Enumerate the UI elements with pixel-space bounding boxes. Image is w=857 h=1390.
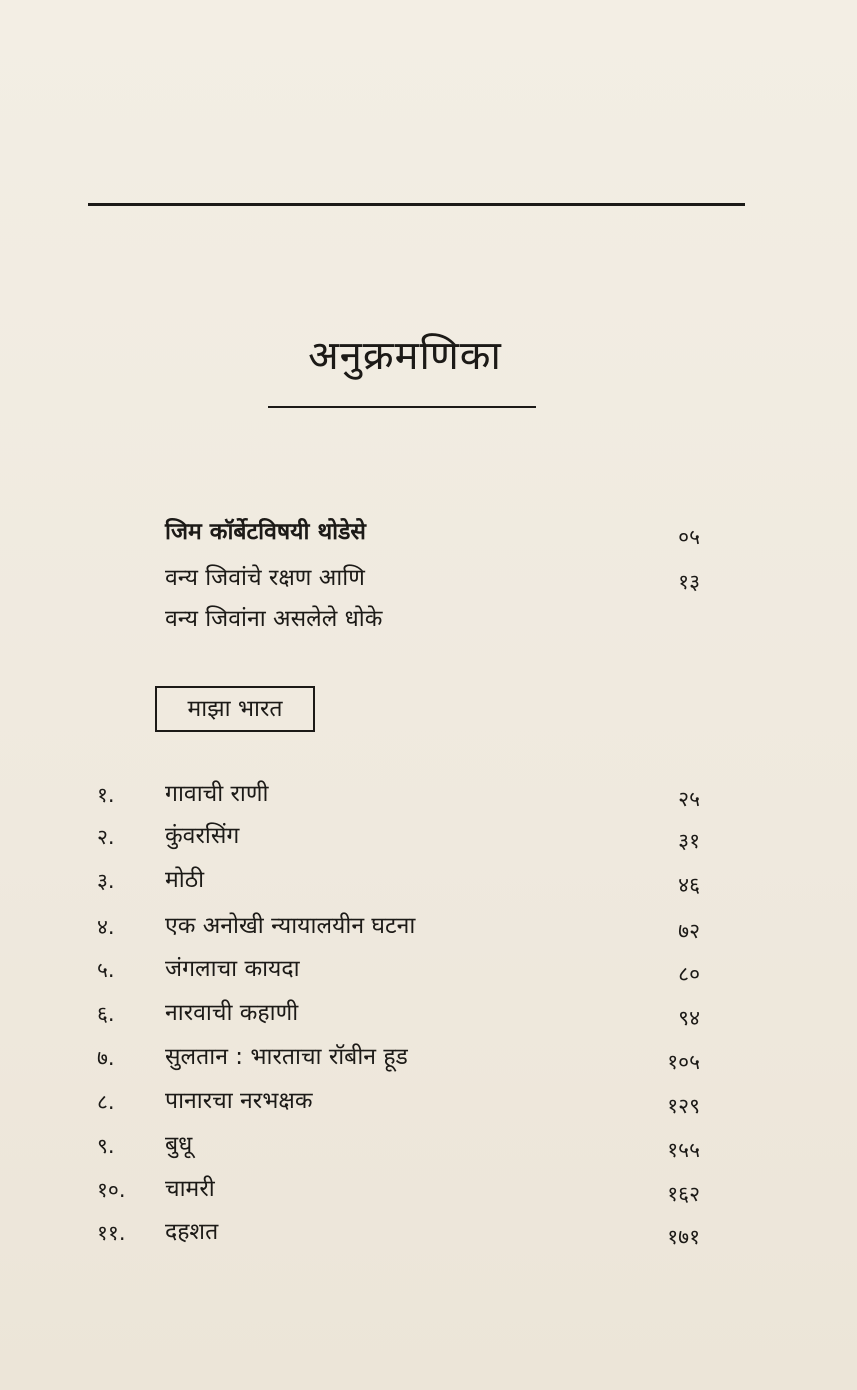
chapter-title: पानारचा नरभक्षक bbox=[165, 1088, 313, 1114]
chapter-title: गावाची राणी bbox=[165, 781, 269, 807]
section-label: माझा भारत bbox=[155, 686, 315, 732]
chapter-page: ४६ bbox=[678, 873, 700, 897]
chapter-title: बुधू bbox=[165, 1132, 193, 1158]
chapter-number: ४. bbox=[97, 915, 115, 939]
chapter-title: जंगलाचा कायदा bbox=[165, 956, 300, 982]
chapter-number: ५. bbox=[97, 958, 115, 982]
title-underline bbox=[268, 406, 536, 408]
chapter-number: ६. bbox=[97, 1002, 115, 1026]
chapter-title: एक अनोखी न्यायालयीन घटना bbox=[165, 913, 416, 939]
chapter-number: ८. bbox=[97, 1090, 115, 1114]
chapter-number: १०. bbox=[97, 1178, 126, 1202]
chapter-number: ९. bbox=[97, 1134, 115, 1158]
chapter-page: ९४ bbox=[678, 1006, 700, 1030]
toc-entry-title: वन्य जिवांचे रक्षण आणि bbox=[165, 565, 365, 591]
chapter-page: १७१ bbox=[667, 1225, 700, 1249]
chapter-page: २५ bbox=[678, 787, 700, 811]
toc-entry-title: जिम कॉर्बेटविषयी थोडेसे bbox=[165, 519, 366, 545]
chapter-number: ३. bbox=[97, 869, 115, 893]
chapter-title: मोठी bbox=[165, 867, 205, 893]
chapter-number: २. bbox=[97, 825, 115, 849]
chapter-title: नारवाची कहाणी bbox=[165, 1000, 299, 1026]
chapter-page: ८० bbox=[678, 962, 700, 986]
top-rule bbox=[88, 203, 745, 206]
chapter-page: १२९ bbox=[667, 1094, 700, 1118]
chapter-title: चामरी bbox=[165, 1176, 215, 1202]
chapter-title: कुंवरसिंग bbox=[165, 823, 240, 849]
chapter-title: सुलतान : भारताचा रॉबीन हूड bbox=[165, 1044, 408, 1070]
toc-entry-title: वन्य जिवांना असलेले धोके bbox=[165, 606, 383, 632]
chapter-number: ११. bbox=[97, 1221, 126, 1245]
chapter-page: १५५ bbox=[667, 1138, 700, 1162]
chapter-number: १. bbox=[97, 783, 115, 807]
toc-entry-page: ०५ bbox=[678, 525, 700, 549]
chapter-page: ३१ bbox=[678, 829, 700, 853]
page-title: अनुक्रमणिका bbox=[308, 333, 502, 379]
chapter-page: १६२ bbox=[667, 1182, 700, 1206]
toc-entry-page: १३ bbox=[678, 570, 700, 594]
chapter-page: १०५ bbox=[667, 1050, 700, 1074]
chapter-title: दहशत bbox=[165, 1219, 219, 1245]
chapter-number: ७. bbox=[97, 1046, 115, 1070]
chapter-page: ७२ bbox=[678, 919, 700, 943]
